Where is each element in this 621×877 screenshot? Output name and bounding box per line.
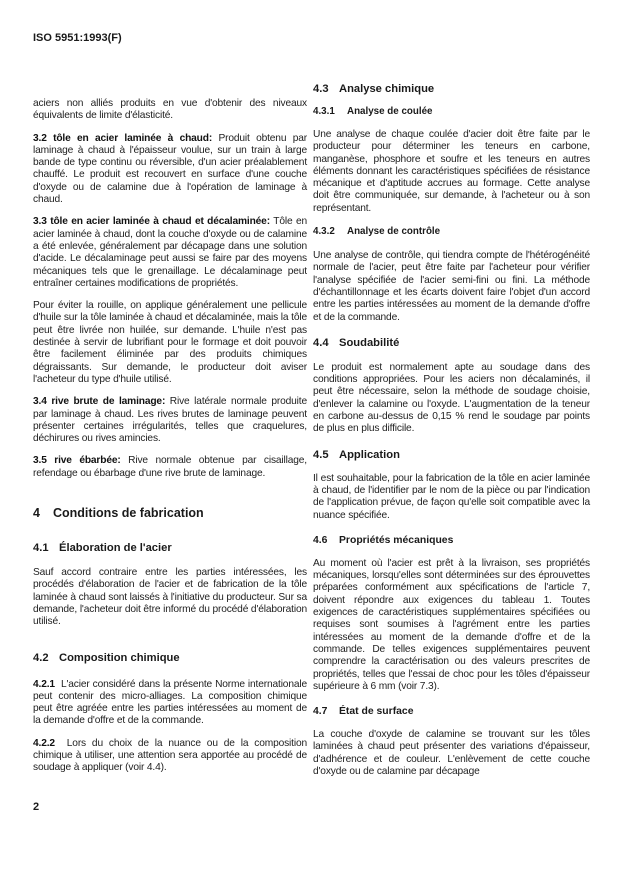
section-heading-4-3-2	[313, 225, 590, 238]
section-title: État de surface	[339, 706, 414, 718]
section-4-4-text: Le produit est normalement apte au soudage dans des conditions appropriées. Pour les aciers non décalaminés, il peut être nécessaire, selon la méthode de soudage choisie, d'enlever la calamine ou l'oxyde. L'augmentation de la teneur en carbone au-dessus de 0,15 % rend le soudage par points de plus en plus difficile.	[313, 361, 590, 435]
section-heading-4	[33, 506, 307, 521]
term: 3.3 tôle en acier laminée à chaud et décalaminée:	[33, 216, 270, 228]
section-4-7-text: La couche d'oxyde de calamine se trouvant sur les tôles laminées à chaud peut présenter des variations d'épaisseur, d'adhérence et de couleur. L'enlèvement de cette couche d'oxyde ou de calamine par décapage	[313, 729, 590, 777]
section-4-3-2-text: Une analyse de contrôle, qui tiendra compte de l'hétérogénéité normale de l'acier, peut être faite par l'acheteur pour vérifier l'analyse spécifiée de l'acier semi-fini ou fini. La méthode d'échantillonnage et les écarts doivent faire l'objet d'un accord entre les parties intéressées au moment de la demande d'offre et de la commande.	[313, 250, 590, 323]
section-4-5-text: Il est souhaitable, pour la fabrication de la tôle en acier laminée à chaud, de l'identifier par le nom de la pièce ou par l'indication de l'application prévue, de façon qu'elle soit compatible avec la nuance spécifiée.	[313, 472, 590, 521]
term: 3.5 rive ébarbée:	[33, 455, 121, 467]
section-number: 4.3.1	[313, 106, 335, 117]
section-number: 4.1	[33, 542, 49, 555]
section-number: 4.7	[313, 706, 328, 718]
left-column	[33, 98, 307, 813]
section-heading-4-1	[33, 541, 307, 555]
section-number: 4.5	[313, 448, 329, 461]
section-heading-4-5	[313, 448, 590, 462]
term: 3.2 tôle en acier laminée à chaud:	[33, 132, 213, 144]
section-title: Propriétés mécaniques	[339, 534, 454, 546]
section-number: 4.2	[33, 651, 49, 664]
section-title: Analyse chimique	[339, 83, 435, 95]
paragraph-continued: aciers non alliés produits en vue d'obtenir des niveaux équivalents de limite d'élasticité.	[33, 98, 307, 122]
section-number: 4.6	[313, 534, 328, 546]
definition-text: Produit obtenu par laminage à chaud à l'épaisseur voulue, sur un train à large bande de type continu ou réversible, d'un acier préalablement chauffé. Le produit est recouvert en surface d'une couche d'oxyde ou de calamine due à l'opération de laminage à chaud.	[33, 132, 308, 206]
section-number: 4.2.2	[33, 737, 55, 749]
section-4-6-text: Au moment où l'acier est prêt à la livraison, ses propriétés mécaniques, lorsqu'elles sont déterminées sur des éprouvettes préparées conformément aux spécifications de l'article 7, doivent répondre aux exigences du tableau 1. Toutes exigences de caractéristiques supplémentaires spécifiées ou requises sont soumises à l'agrément entre les parties intéressées au moment de la demande d'offre et de la commande. De telles exigences supplémentaires peuvent comprendre la caractérisation ou des valeurs prescrites de propriétés, telles que l'essai de choc pour les tôles d'épaisseur supérieure à 6 mm (voir 7.3).	[313, 557, 590, 692]
right-column	[313, 82, 590, 778]
definition-text: Rive normale obtenue par cisaillage, refendage ou ébarbage d'une rive brute de laminage.	[33, 455, 307, 479]
section-text: L'acier considéré dans la présente Norme internationale peut contenir des micro-alliages. La composition chimique peut être agréée entre les parties intéressées au moment de la demande d'offre et de la commande.	[33, 678, 307, 727]
section-number: 4	[33, 506, 40, 521]
section-4-2-1	[33, 679, 307, 728]
section-heading-4-4	[313, 336, 590, 350]
term: 3.4 rive brute de laminage:	[33, 396, 166, 408]
section-number: 4.4	[313, 336, 329, 349]
section-title: Application	[339, 448, 400, 461]
section-title: Composition chimique	[59, 651, 180, 664]
section-text: Lors du choix de la nuance ou de la composition chimique à utiliser, une attention sera apportée au procédé de soudage à appliquer (voir 4.4).	[33, 737, 307, 774]
definition-3-2	[33, 133, 307, 207]
section-title: Conditions de fabrication	[53, 506, 204, 521]
document-header: ISO 5951:1993(F)	[33, 32, 122, 44]
section-title: Analyse de coulée	[347, 106, 433, 117]
section-4-1-text: Sauf accord contraire entre les parties intéressées, les procédés d'élaboration de l'acier et de fabrication de la tôle laminée à chaud sont laissés à l'initiative du producteur. Sur sa demande, l'acheteur doit être informé du procédé d'élaboration utilisé.	[33, 567, 307, 628]
section-heading-4-7	[313, 705, 590, 718]
definition-text: Rive latérale normale produite par laminage à chaud. Les rives brutes de laminage peuvent présenter certaines irrégularités, telles que craquelures, déchirures ou rives amincies.	[33, 396, 307, 445]
section-title: Élaboration de l'acier	[59, 542, 172, 555]
section-heading-4-2	[33, 651, 307, 665]
paragraph-rouille: Pour éviter la rouille, on applique généralement une pellicule d'huile sur la tôle laminée à chaud et décalaminée, mais la tôle peut être livrée non huilée, sur demande. L'huile n'est pas destinée à servir de lubrifiant pour le formage et doit pouvoir être facilement éliminée par des produits chimiques dégraissants. Sur demande, le producteur doit aviser l'acheteur du type d'huile utilisé.	[33, 300, 307, 385]
section-4-2-2	[33, 738, 307, 775]
section-4-3-1-text: Une analyse de chaque coulée d'acier doit être faite par le producteur pour déterminer les teneurs en carbone, manganèse, phosphore et soufre et les teneurs en autres éléments donnant les caractéristiques spécifiées de résistance mécanique et d'aptitude accrues au formage. Cette analyse doit être communiquée, sur demande, à l'acheteur ou à son représentant.	[313, 129, 590, 214]
section-heading-4-3	[313, 82, 590, 96]
section-heading-4-3-1	[313, 105, 590, 118]
section-number: 4.3.2	[313, 226, 335, 238]
section-number: 4.2.1	[33, 678, 55, 690]
section-title: Analyse de contrôle	[347, 226, 441, 238]
definition-3-5	[33, 455, 307, 480]
section-title: Soudabilité	[339, 336, 400, 349]
definition-3-3	[33, 216, 307, 290]
definition-text: Tôle en acier laminée à chaud, dont la couche d'oxyde ou de calamine a été enlevée, généralement par décapage dans une solution d'acide. Le décalaminage peut aussi se faire par des moyens mécaniques tels que le grenaillage. Le décalaminage peut entraîner certaines modifications de propriétés.	[33, 216, 308, 289]
section-number: 4.3	[313, 83, 329, 95]
definition-3-4	[33, 396, 307, 445]
section-heading-4-6	[313, 534, 590, 547]
page-number: 2	[33, 800, 40, 813]
